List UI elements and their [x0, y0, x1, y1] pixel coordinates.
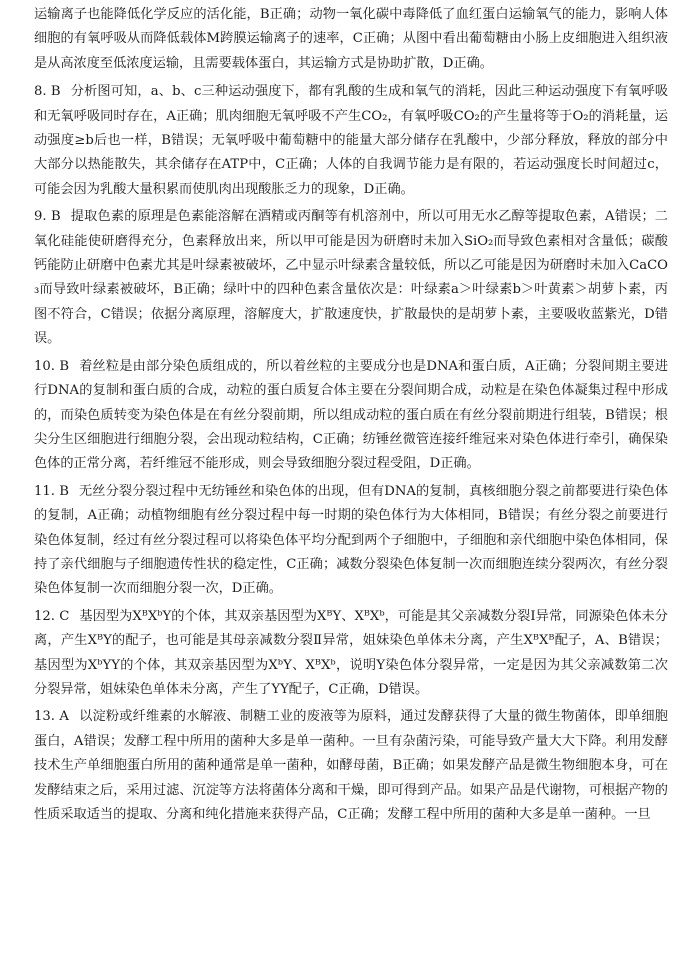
answer-item-12 [34, 605, 668, 703]
item-text: 着丝粒是由部分染色质组成的，所以着丝粒的主要成分也是DNA和蛋白质，A正确；分裂间期主要进行DNA的复制和蛋白质的合成，动粒的蛋白质复合体主要在分裂间期合成，动粒是在染色体凝集过程中形成的，而染色质转变为染色体是在有丝分裂前期，所以组成动粒的蛋白质在有丝分裂前期进行组装，B错误；根尖分生区细胞进行细胞分裂，会出现动粒结构，C正确；纺锤丝微管连接纤维冠来对染色体进行牵引，确保染色体的正常分离，若纤维冠不能形成，则会导致细胞分裂过程受阻，D正确。 [34, 358, 669, 472]
answer-item-13 [34, 705, 668, 827]
answer-item-11 [34, 480, 668, 602]
answer-explanations [34, 3, 668, 830]
answer-item-8 [34, 80, 668, 202]
item-text: 提取色素的原理是色素能溶解在酒精或丙酮等有机溶剂中，所以可用无水乙醇等提取色素，A错误；二氧化硅能使研磨得充分，色素释放出来，所以甲可能是因为研磨时未加入SiO₂而导致色素相对含量低；碳酸钙能防止研磨中色素尤其是叶绿素被破坏，乙中显示叶绿素含量较低，所以乙可能是因为研磨时未加入CaCO₃而导致叶绿素被破坏，B正确；绿叶中的四种色素含量依次是：叶绿素a＞叶绿素b＞叶黄素＞胡萝卜素，丙图不符合，C错误；依据分离原理，溶解度大，扩散速度快，扩散最快的是胡萝卜素，主要吸收蓝紫光，D错误。 [34, 209, 668, 347]
item-text: 基因型为XᴮXᵇY的个体，其双亲基因型为XᴮY、XᴮXᵇ，可能是其父亲减数分裂Ⅰ异常，同源染色体未分离，产生XᴮY的配子，也可能是其母亲减数分裂Ⅱ异常，姐妹染色单体未分离，产生XᴮXᴮ配子，A、B错误；基因型为XᵇYY的个体，其双亲基因型为XᵇY、XᴮXᵇ，说明Y染色体分裂异常，一定是因为其父亲减数第二次分裂异常，姐妹染色单体未分离，产生了YY配子，C正确，D错误。 [34, 608, 668, 697]
item-number: 9. B [34, 209, 61, 225]
continued-paragraph: 运输离子也能降低化学反应的活化能，B正确；动物一氧化碳中毒降低了血红蛋白运输氧气的能力，影响人体细胞的有氧呼吸从而降低载体M跨膜运输离子的速率，C正确；从图中看出葡萄糖由小肠上皮细胞进入组织液是从高浓度至低浓度运输，且需要载体蛋白，其运输方式是协助扩散，D正确。 [34, 7, 668, 71]
item-number: 11. B [34, 483, 69, 499]
item-number: 10. B [34, 358, 70, 374]
item-text: 以淀粉或纤维素的水解液、制糖工业的废液等为原料，通过发酵获得了大量的微生物菌体，即单细胞蛋白，A错误；发酵工程中所用的菌种大多是单一菌种。一旦有杂菌污染，可能导致产量大大下降。利用发酵技术生产单细胞蛋白所用的菌种通常是单一菌种，如酵母菌，B正确；如果发酵产品是微生物细胞本身，可在发酵结束之后，采用过滤、沉淀等方法将菌体分离和干燥，即可得到产品。如果产品是代谢物，可根据产物的性质采取适当的提取、分离和纯化措施来获得产品，C正确；发酵工程中所用的菌种大多是单一菌种。一旦 [34, 709, 668, 822]
item-number: 12. C [34, 608, 70, 624]
answer-item-10 [34, 355, 668, 477]
item-number: 13. A [34, 709, 69, 725]
answer-item-9 [34, 205, 668, 351]
item-text: 无丝分裂分裂过程中无纺锤丝和染色体的出现，但有DNA的复制，真核细胞分裂之前都要进行染色体的复制，A正确；动植物细胞有丝分裂过程中每一时期的染色体行为大体相同，B错误；有丝分裂之前要进行染色体复制，经过有丝分裂过程可以将染色体平均分配到两个子细胞中，子细胞和亲代细胞中染色体相同，保持了亲代细胞与子细胞遗传性状的稳定性，C正确；减数分裂染色体复制一次而细胞连续分裂两次，有丝分裂染色体复制一次而细胞分裂一次，D正确。 [34, 483, 669, 597]
item-number: 8. B [34, 84, 61, 100]
item-text: 分析图可知，a、b、c三种运动强度下，都有乳酸的生成和氧气的消耗，因此三种运动强度下有氧呼吸和无氧呼吸同时存在，A正确；肌肉细胞无氧呼吸不产生CO₂，有氧呼吸CO₂的产生量将等于O₂的消耗量，运动强度≥b后也一样，B错误；无氧呼吸中葡萄糖中的能量大部分储存在乳酸中，少部分释放，释放的部分中大部分以热能散失，其余储存在ATP中，C正确；人体的自我调节能力是有限的，若运动强度长时间超过c，可能会因为乳酸大量积累而使肌肉出现酸胀乏力的现象，D正确。 [34, 84, 669, 197]
